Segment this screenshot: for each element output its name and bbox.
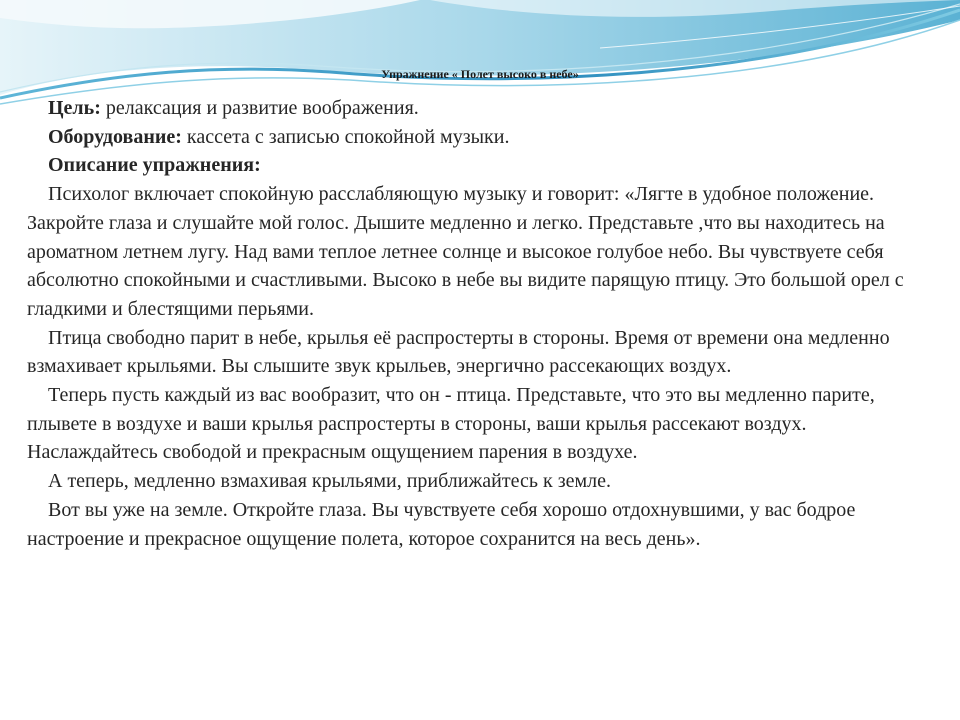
description-heading [27, 151, 922, 180]
goal-text: релаксация и развитие воображения. [100, 97, 419, 119]
slide-body [27, 94, 922, 553]
slide-title: Упражнение « Полет высоко в небе» [381, 67, 579, 81]
paragraph: Вот вы уже на земле. Откройте глаза. Вы чувствуете себя хорошо отдохнувшими, у вас бодрое настроение и прекрасное ощущение полета, которое сохранится на весь день». [27, 498, 856, 550]
paragraph: А теперь, медленно взмахивая крыльями, приближайтесь к земле. [48, 470, 611, 493]
equipment-text: кассета с записью спокойной музыки. [181, 125, 510, 148]
paragraph: Птица свободно парит в небе, крылья её распростерты в стороны. Время от времени она медленно взмахивает крыльями. Вы слышите звук крыльев, энергично рассекающих воздух. [27, 326, 890, 378]
goal-line [27, 94, 922, 123]
paragraph: Теперь пусть каждый из вас вообразит, что он - птица. Представьте, что это вы медленно парите, плывете в воздухе и ваши крылья распростерты в стороны, ваши крылья рассекают воздух. Наслаждайтесь свободой и прекрасным ощущением парения в воздухе. [27, 384, 875, 464]
description-label: Описание упражнения: [48, 154, 261, 177]
equipment-line [27, 123, 922, 152]
equipment-label: Оборудование: [48, 125, 182, 148]
goal-label: Цель: [48, 97, 101, 119]
paragraph: Психолог включает спокойную расслабляющую музыку и говорит: «Лягте в удобное положение. Закройте глаза и слушайте мой голос. Дышите медленно и легко. Представьте ,что вы находитесь на ароматном летнем лугу. Над вами теплое летнее солнце и высокое голубое небо. Вы чувствуете себя абсолютно спокойными и счастливыми. Высоко в небе вы видите парящую птицу. Это большой орел с гладкими и блестящими перьями. [27, 183, 904, 320]
